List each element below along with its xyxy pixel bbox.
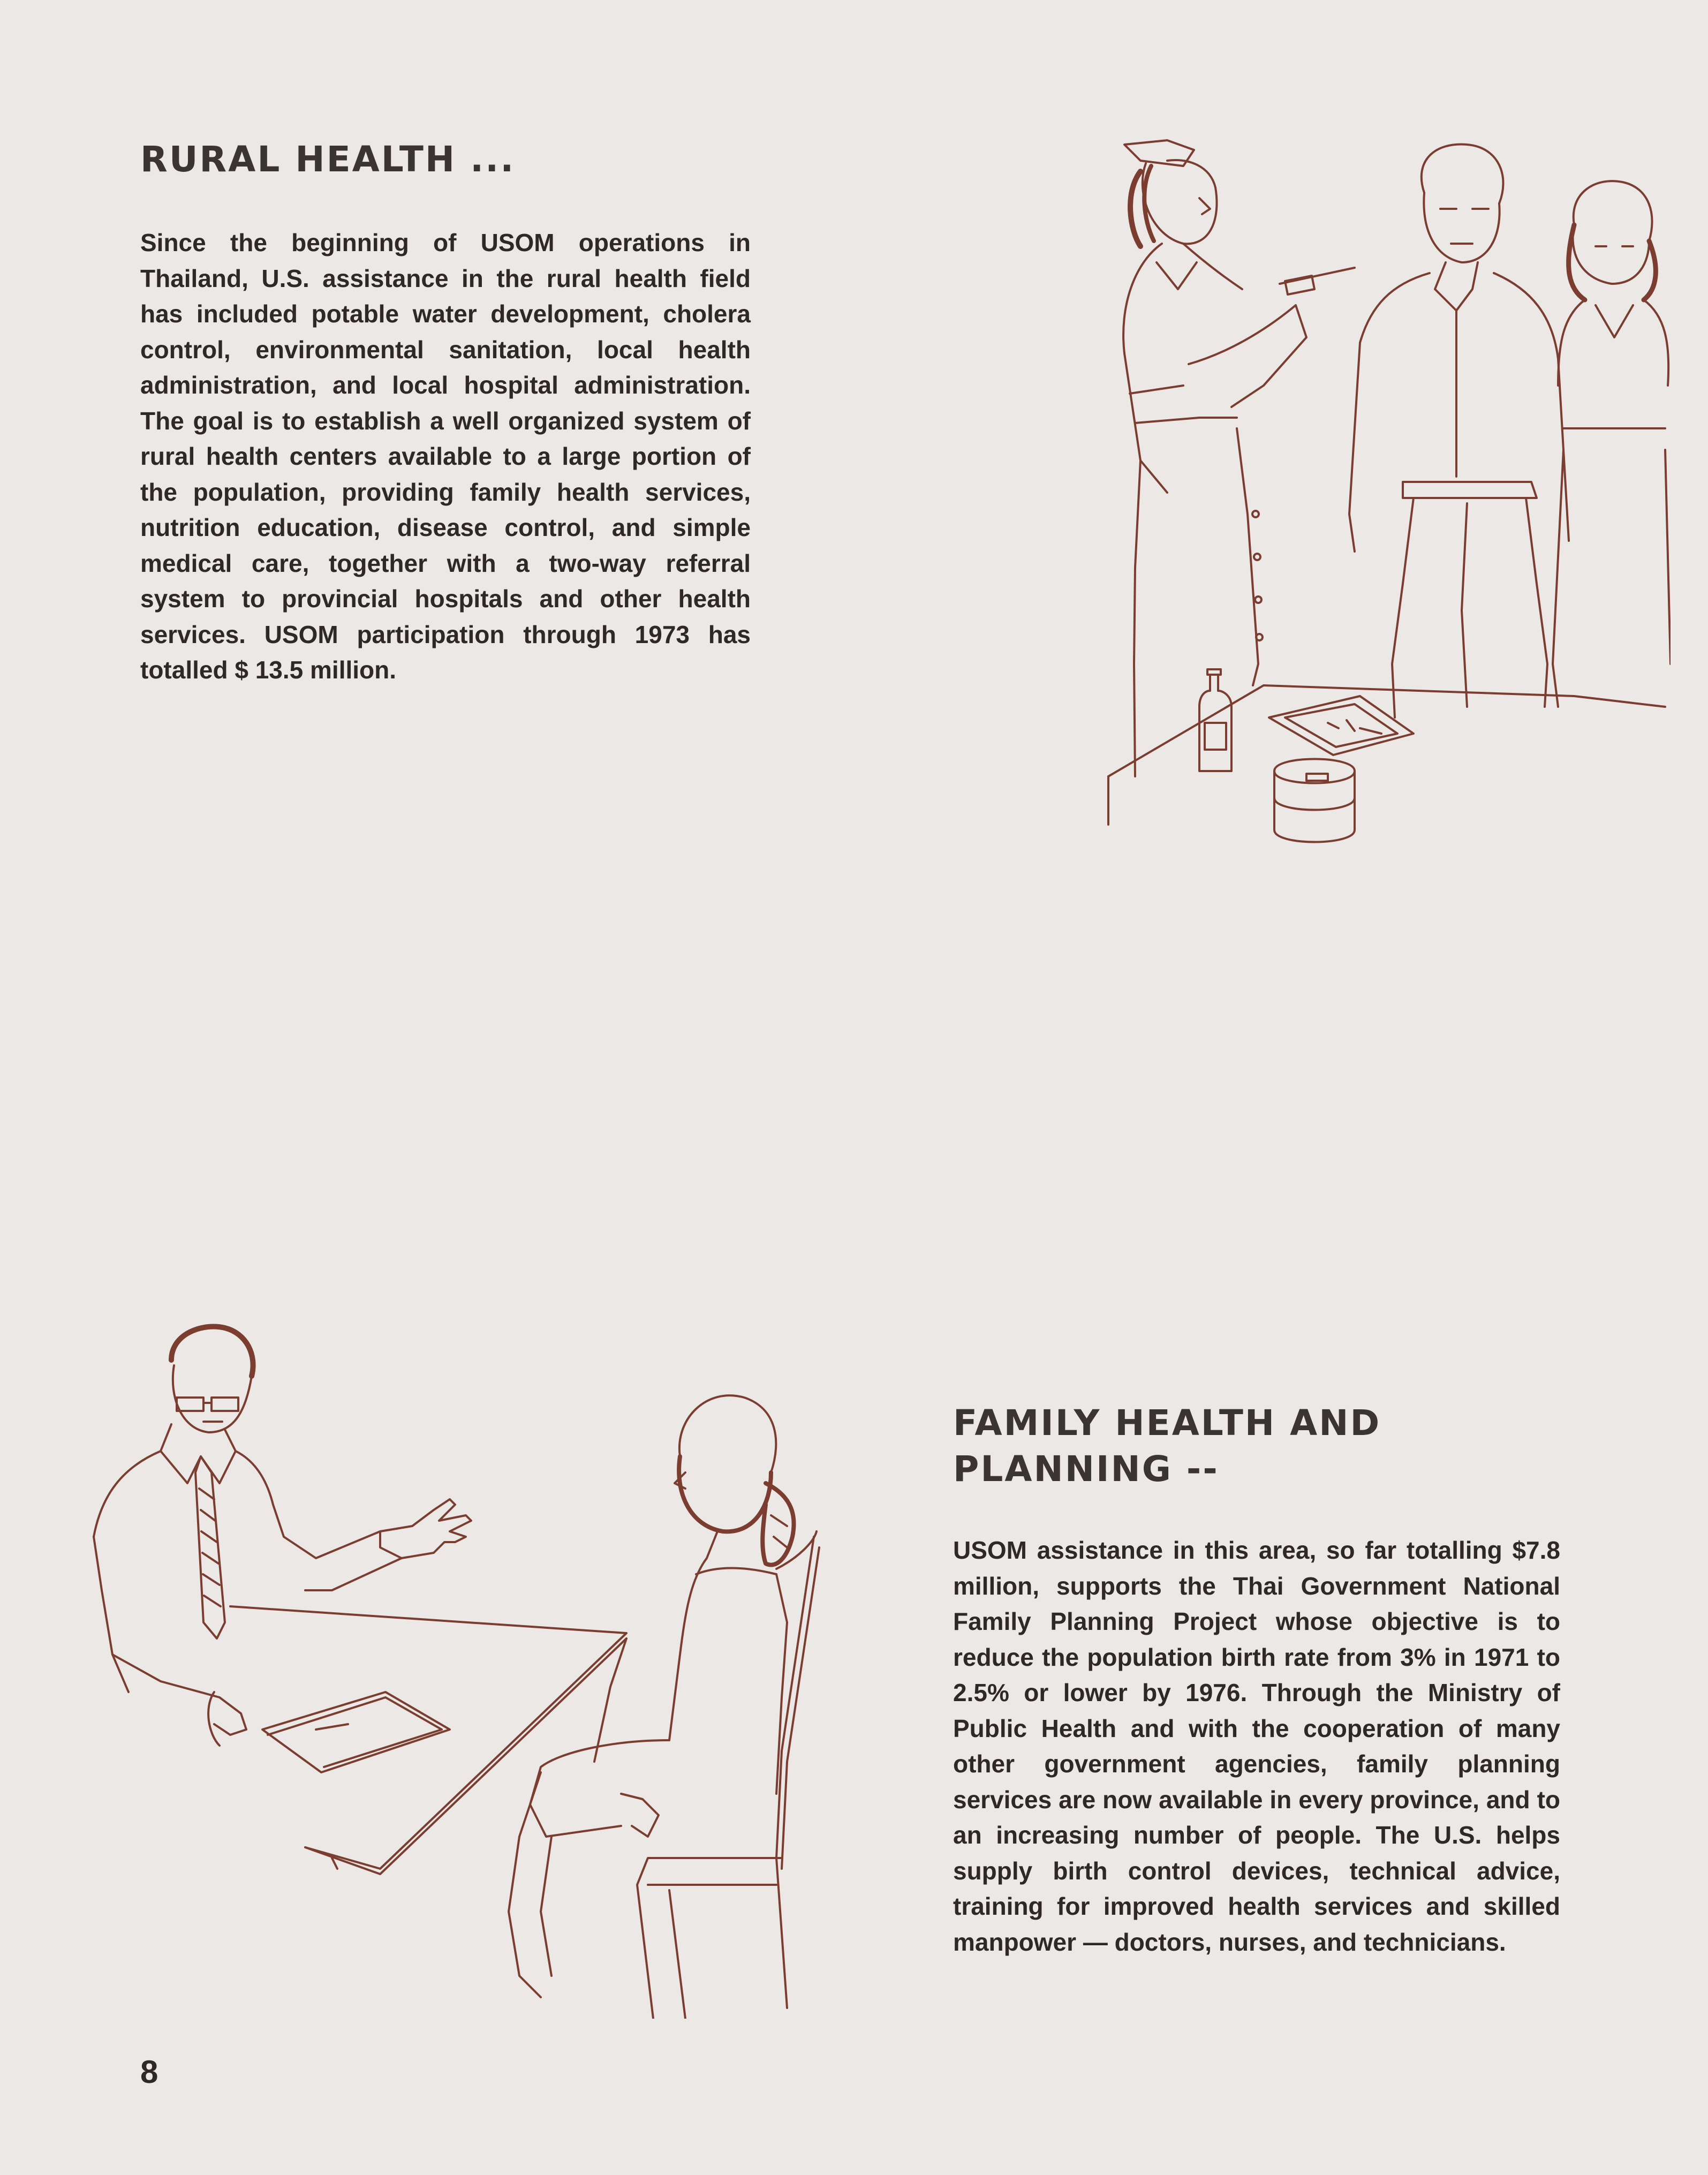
family-health-heading-line2: PLANNING -- — [953, 1448, 1219, 1490]
rural-health-heading: RURAL HEALTH ... — [140, 139, 516, 180]
rural-health-paragraph: Since the beginning of USOM operations in Thailand, U.S. assistance in the rural health field has included potable water development, cholera control, environmental sanitation, local health administration, and local hospital administration. The goal is to establish a well organized system of rural health centers available to a large portion of the population, providing family health services, nutrition education, disease control, and simple medical care, together with a two-way referral system to provincial hospitals and other health services. USOM participation through 1973 has totalled $ 13.5 million. — [140, 229, 751, 684]
family-health-paragraph: USOM assistance in this area, so far totalling $7.8 million, supports the Thai Government National Family Planning Project whose objective is to reduce the population birth rate from 3% in 1971 to 2.5% or lower by 1976. Through the Ministry of Public Health and with the cooperation of many other government agencies, family planning services are now available in every province, and to an increasing number of people. The U.S. helps supply birth control devices, technical advice, training for improved health services and skilled manpower — doctors, nurses, and technicians. — [953, 1536, 1560, 1956]
nurse-vaccination-illustration — [1103, 129, 1671, 846]
family-planning-consultation-illustration — [80, 1323, 830, 2019]
page-number: 8 — [140, 2054, 158, 2090]
family-health-heading-line1: FAMILY HEALTH AND — [953, 1402, 1381, 1444]
family-health-heading — [953, 1400, 1381, 1492]
